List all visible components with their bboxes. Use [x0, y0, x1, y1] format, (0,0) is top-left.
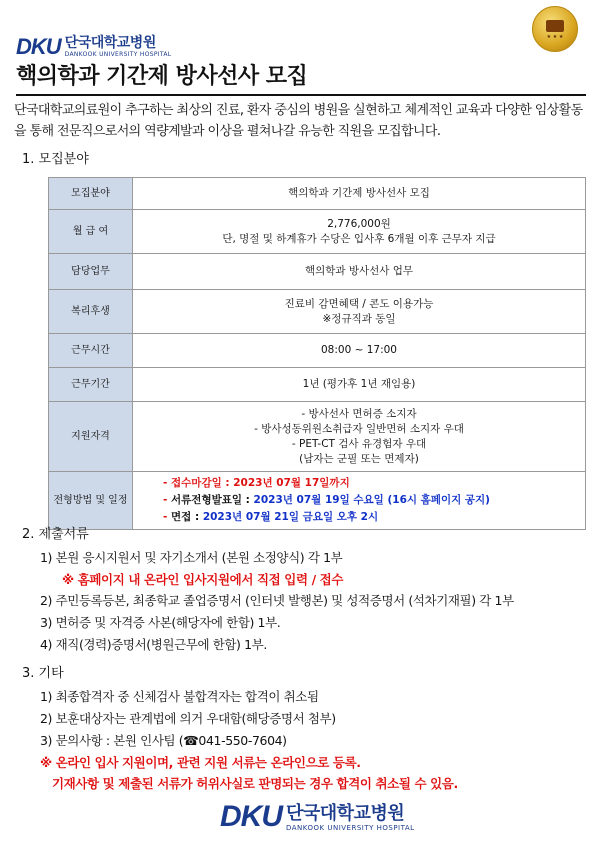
hospital-name-en: DANKOOK UNIVERSITY HOSPITAL	[64, 51, 172, 58]
recruitment-table	[48, 177, 586, 530]
row-value: 진료비 감면혜택 / 콘도 이용가능 ※정규직과 동일	[133, 290, 586, 334]
row-label: 복리후생	[49, 290, 133, 334]
dku-logo-mark: DKU	[16, 34, 61, 59]
row-value: - 방사선사 면허증 소지자 - 방사성동위원소취급자 일반면허 소지자 우대 - PET-CT 검사 유경험자 우대 (남자는 군필 또는 면제자)	[133, 402, 586, 472]
footer-logo	[220, 802, 415, 832]
table-row	[49, 290, 586, 334]
page-title: 핵의학과 기간제 방사선사 모집	[16, 64, 308, 89]
row-label: 담당업무	[49, 254, 133, 290]
row-value: 2,776,000원 단, 명절 및 하계휴가 수당은 입사후 6개월 이후 근무자 지급	[133, 210, 586, 254]
section3-heading: 3. 기타	[22, 666, 64, 681]
list-item: 3) 문의사항 : 본원 인사팀 (☎041-550-7604)	[40, 733, 287, 748]
accreditation-seal-icon: ★ ★ ★	[532, 6, 578, 52]
list-item: 1) 최종합격자 중 신체검사 불합격자는 합격이 취소됨	[40, 689, 319, 704]
hospital-name-ko: 단국대학교병원	[286, 803, 405, 824]
schedule-deadline: - 접수마감일 : 2023년 07월 17일까지	[163, 477, 350, 489]
table-row	[49, 402, 586, 472]
row-value: 핵의학과 방사선사 업무	[133, 254, 586, 290]
list-item: 1) 본원 응시지원서 및 자기소개서 (본원 소정양식) 각 1부	[40, 550, 343, 565]
row-value: 08:00 ~ 17:00	[133, 334, 586, 368]
table-row	[49, 210, 586, 254]
dku-logo-mark: DKU	[220, 800, 282, 833]
row-label: 근무시간	[49, 334, 133, 368]
warning-note: 기재사항 및 제출된 서류가 허위사실로 판명되는 경우 합격이 취소될 수 있음.	[52, 776, 458, 791]
row-label: 근무기간	[49, 368, 133, 402]
table-row	[49, 368, 586, 402]
row-value: 핵의학과 기간제 방사선사 모집	[133, 178, 586, 210]
list-item: 2) 주민등록등본, 최종학교 졸업증명서 (인터넷 발행본) 및 성적증명서 (석차기재필) 각 1부	[40, 593, 514, 608]
row-label: 모집분야	[49, 178, 133, 210]
section2-heading: 2. 제출서류	[22, 527, 89, 542]
intro-paragraph: 단국대학교의료원이 추구하는 최상의 진료, 환자 중심의 병원을 실현하고 체계적인 교육과 다양한 임상활동을 통해 전문직으로서의 역량계발과 이상을 펼쳐나갈 유능한 직원을 모집합니다.	[14, 103, 583, 139]
table-row	[49, 178, 586, 210]
row-value: 1년 (평가후 1년 재임용)	[133, 368, 586, 402]
section1-heading: 1. 모집분야	[22, 152, 89, 167]
table-row	[49, 334, 586, 368]
row-value	[133, 472, 586, 530]
row-label: 전형방법 및 일정	[49, 472, 133, 530]
schedule-document-result: - 서류전형발표일 : 2023년 07월 19일 수요일 (16시 홈페이지 공지)	[163, 494, 490, 506]
table-row-process	[49, 472, 586, 530]
hospital-name-ko: 단국대학교병원	[64, 35, 156, 51]
table-row	[49, 254, 586, 290]
warning-note: ※ 온라인 입사 지원이며, 관련 지원 서류는 온라인으로 등록.	[40, 755, 361, 770]
hospital-name-en: DANKOOK UNIVERSITY HOSPITAL	[286, 824, 415, 832]
online-apply-note: ※ 홈페이지 내 온라인 입사지원에서 직접 입력 / 접수	[62, 572, 344, 587]
title-divider	[16, 94, 586, 96]
list-item: 4) 재직(경력)증명서(병원근무에 한함) 1부.	[40, 637, 267, 652]
list-item: 2) 보훈대상자는 관계법에 의거 우대함(해당증명서 첨부)	[40, 711, 336, 726]
row-label: 월 급 여	[49, 210, 133, 254]
header-logo	[16, 36, 171, 58]
schedule-interview: - 면접 : 2023년 07월 21일 금요일 오후 2시	[163, 511, 379, 523]
list-item: 3) 면허증 및 자격증 사본(해당자에 한함) 1부.	[40, 615, 281, 630]
row-label: 지원자격	[49, 402, 133, 472]
